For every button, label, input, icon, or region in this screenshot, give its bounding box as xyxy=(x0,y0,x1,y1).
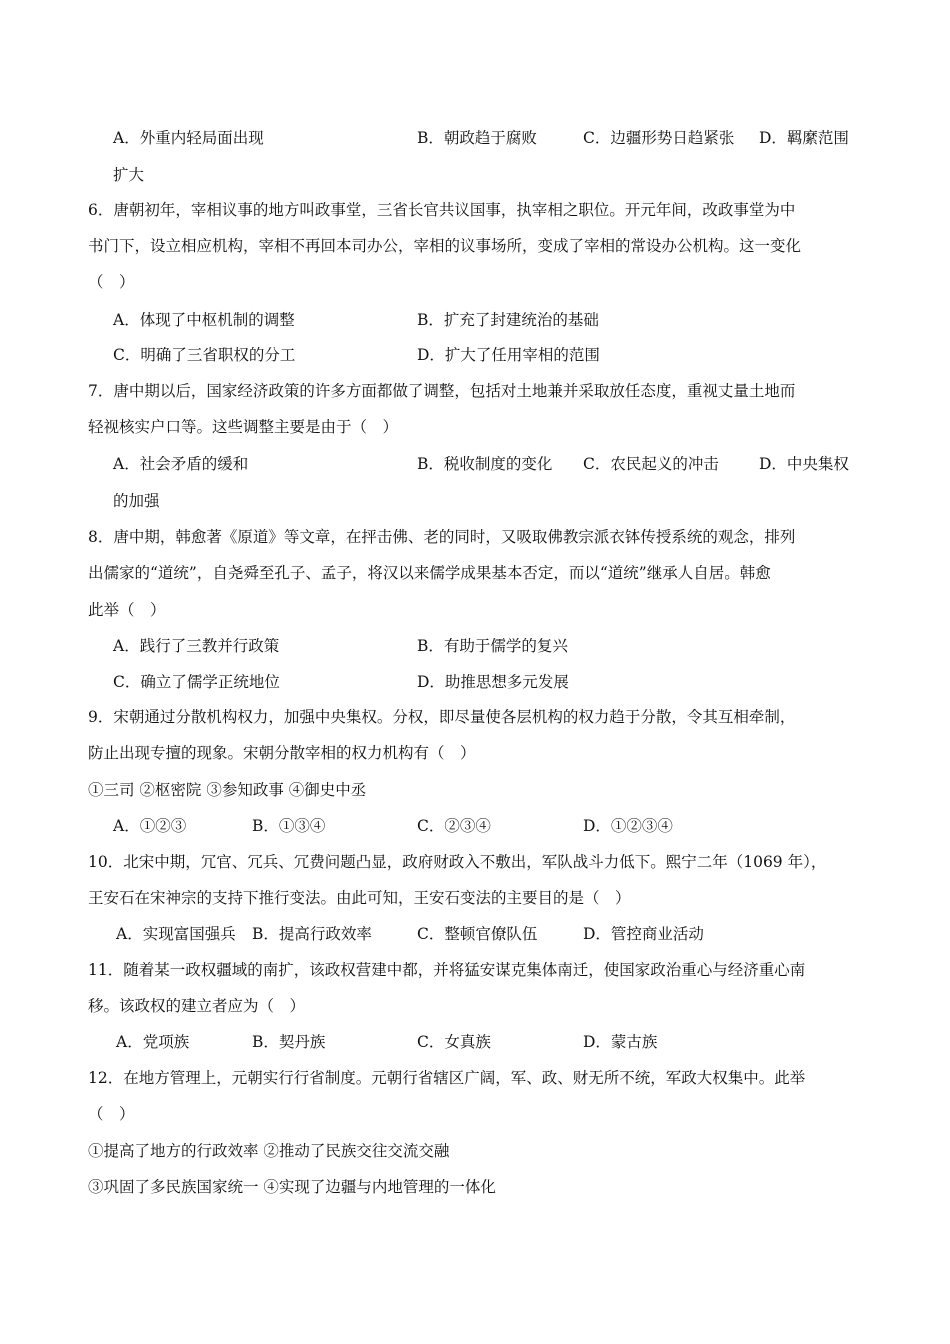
q6-stem-line1: 6．唐朝初年，宰相议事的地方叫政事堂，三省长官共议国事，执宰相之职位。开元年间，改政事堂为中 xyxy=(88,201,796,219)
q5-option-d-continued: 扩大 xyxy=(113,166,145,184)
q7-option-c: C．农民起义的冲击 xyxy=(583,455,719,473)
q9-option-b: B．①③④ xyxy=(252,817,326,835)
q8-option-d: D．助推思想多元发展 xyxy=(417,673,569,691)
q6-option-c: C．明确了三省职权的分工 xyxy=(113,346,296,364)
q8-option-c: C．确立了儒学正统地位 xyxy=(113,673,280,691)
q9-option-a: A．①②③ xyxy=(113,817,187,835)
q5-option-d: D．羁縻范围 xyxy=(759,129,849,147)
q11-stem-line2: 移。该政权的建立者应为（ ） xyxy=(88,997,306,1015)
q11-option-c: C．女真族 xyxy=(417,1033,491,1051)
q11-option-a: A．党项族 xyxy=(116,1033,190,1051)
q9-option-c: C．②③④ xyxy=(417,817,491,835)
q11-option-d: D．蒙古族 xyxy=(583,1033,658,1051)
q7-stem-line1: 7．唐中期以后，国家经济政策的许多方面都做了调整，包括对土地兼并采取放任态度，重视丈量土地而 xyxy=(88,382,796,400)
q6-option-b: B．扩充了封建统治的基础 xyxy=(417,311,599,329)
q7-option-b: B．税收制度的变化 xyxy=(417,455,553,473)
q5-option-c: C．边疆形势日趋紧张 xyxy=(583,129,735,147)
q10-option-c: C．整顿官僚队伍 xyxy=(417,925,538,943)
q10-stem-line1: 10．北宋中期，冗官、冗兵、冗费问题凸显，政府财政入不敷出，军队战斗力低下。熙宁二年（1069 年）， xyxy=(88,853,827,871)
q6-stem-line2: 书门下，设立相应机构，宰相不再回本司办公，宰相的议事场所，变成了宰相的常设办公机构。这一变化 xyxy=(88,237,802,255)
q10-option-b: B．提高行政效率 xyxy=(252,925,372,943)
q9-stem-line2: 防止出现专擅的现象。宋朝分散宰相的权力机构有（ ） xyxy=(88,744,476,762)
q7-option-d: D．中央集权 xyxy=(759,455,849,473)
q5-option-b: B．朝政趋于腐败 xyxy=(417,129,537,147)
q12-statement-items-2: ③巩固了多民族国家统一 ④实现了边疆与内地管理的一体化 xyxy=(88,1178,496,1196)
q7-option-d-continued: 的加强 xyxy=(113,492,160,510)
q9-stem-line1: 9．宋朝通过分散机构权力，加强中央集权。分权，即尽量使各层机构的权力趋于分散，令其互相牵制， xyxy=(88,708,796,726)
q6-option-d: D．扩大了任用宰相的范围 xyxy=(417,346,600,364)
q6-answer-blank: （ ） xyxy=(88,273,135,291)
q9-option-d: D．①②③④ xyxy=(583,817,673,835)
q10-stem-line2: 王安石在宋神宗的支持下推行变法。由此可知，王安石变法的主要目的是（ ） xyxy=(88,889,631,907)
q8-stem-line2: 出儒家的“道统”，自尧舜至孔子、孟子，将汉以来儒学成果基本否定，而以“道统”继承人自居。韩愈 xyxy=(88,564,771,582)
q10-option-d: D．管控商业活动 xyxy=(583,925,704,943)
q11-option-b: B．契丹族 xyxy=(252,1033,326,1051)
q12-answer-blank: （ ） xyxy=(88,1105,135,1123)
q12-stem-line1: 12．在地方管理上，元朝实行行省制度。元朝行省辖区广阔，军、政、财无所不统，军政大权集中。此举 xyxy=(88,1069,806,1087)
q6-option-a: A．体现了中枢机制的调整 xyxy=(113,311,295,329)
q12-statement-items-1: ①提高了地方的行政效率 ②推动了民族交往交流交融 xyxy=(88,1142,450,1160)
q10-option-a: A．实现富国强兵 xyxy=(116,925,236,943)
q9-statement-items: ①三司 ②枢密院 ③参知政事 ④御史中丞 xyxy=(88,781,367,799)
q7-stem-line2: 轻视核实户口等。这些调整主要是由于（ ） xyxy=(88,418,399,436)
q7-option-a: A．社会矛盾的缓和 xyxy=(113,455,249,473)
q8-stem-line1: 8．唐中期，韩愈著《原道》等文章，在抨击佛、老的同时，又吸取佛教宗派衣钵传授系统的观念，排列 xyxy=(88,528,796,546)
q11-stem-line1: 11．随着某一政权疆域的南扩，该政权营建中都，并将猛安谋克集体南迁，使国家政治重心与经济重心南 xyxy=(88,961,806,979)
q8-option-b: B．有助于儒学的复兴 xyxy=(417,637,568,655)
q8-stem-line3: 此举（ ） xyxy=(88,601,166,619)
q8-option-a: A．践行了三教并行政策 xyxy=(113,637,280,655)
q5-option-a: A．外重内轻局面出现 xyxy=(113,129,264,147)
